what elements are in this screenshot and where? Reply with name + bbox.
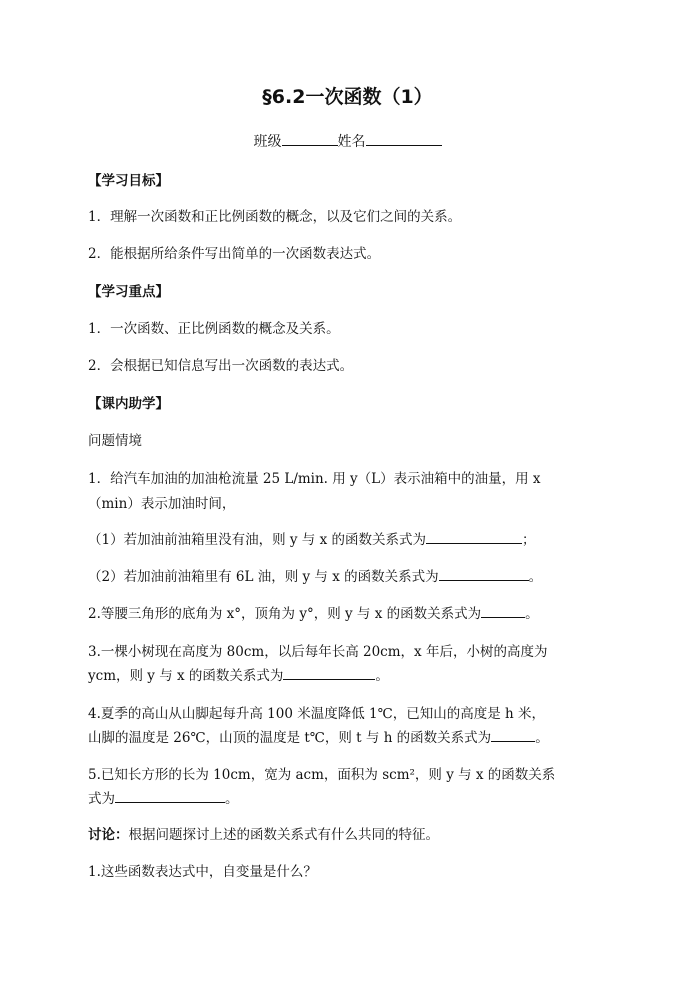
question-1b-text: （2）若加油前油箱里有 6L 油，则 y 与 x 的函数关系式为	[88, 569, 439, 585]
question-1b	[88, 566, 558, 588]
focus-item-1: 1．一次函数、正比例函数的概念及关系。	[88, 321, 340, 337]
question-5-text: 式为	[88, 791, 115, 807]
guide-heading: 【课内助学】	[88, 396, 169, 412]
answer-blank-1a[interactable]	[426, 529, 522, 544]
discussion-text: 根据问题探讨上述的函数关系式有什么共同的特征。	[128, 827, 439, 843]
focus-heading: 【学习重点】	[88, 284, 169, 300]
answer-blank-5[interactable]	[115, 788, 225, 803]
answer-blank-2[interactable]	[481, 603, 525, 618]
name-blank[interactable]	[366, 131, 442, 146]
problem-context-label: 问题情境	[88, 433, 142, 449]
question-2-end: 。	[525, 606, 539, 622]
question-3-text: ycm，则 y 与 x 的函数关系式为	[88, 668, 284, 684]
question-1b-end: 。	[528, 569, 543, 585]
class-name-line	[0, 131, 695, 153]
answer-blank-4[interactable]	[491, 727, 535, 742]
discussion-label: 讨论：	[88, 827, 129, 843]
question-1a-text: （1）若加油前油箱里没有油，则 y 与 x 的函数关系式为	[88, 532, 426, 548]
answer-blank-3[interactable]	[283, 665, 375, 680]
question-4-text: 山脚的温度是 26℃，山顶的温度是 t℃，则 t 与 h 的函数关系式为	[88, 730, 492, 746]
question-3-line-2	[88, 665, 558, 687]
question-1-line-1: 1．给汽车加油的加油枪流量 25 L/min. 用 y（L）表示油箱中的油量，用 x	[88, 471, 541, 487]
name-label: 姓名	[337, 134, 366, 150]
focus-item-2: 2．会根据已知信息写出一次函数的表达式。	[88, 358, 354, 374]
page-title: §6.2一次函数（1）	[262, 86, 433, 108]
question-4-line-2	[88, 727, 558, 749]
goal-item-1: 1．理解一次函数和正比例函数的概念，以及它们之间的关系。	[88, 209, 462, 225]
discussion-question-1: 1.这些函数表达式中，自变量是什么？	[88, 864, 317, 880]
question-4-line-1: 4.夏季的高山从山脚起每升高 100 米温度降低 1℃，已知山的高度是 h 米，	[88, 706, 545, 722]
question-1-line-2: （min）表示加油时间，	[88, 496, 236, 512]
answer-blank-1b[interactable]	[439, 566, 529, 581]
class-blank[interactable]	[282, 131, 338, 146]
question-5-end: 。	[225, 791, 239, 807]
class-label: 班级	[253, 134, 282, 150]
question-2	[88, 603, 558, 625]
question-3-end: 。	[375, 668, 389, 684]
question-1a-end: ；	[522, 532, 536, 548]
goals-heading: 【学习目标】	[88, 173, 169, 189]
question-1a	[88, 529, 558, 551]
goal-item-2: 2．能根据所给条件写出简单的一次函数表达式。	[88, 246, 381, 262]
question-5-line-1: 5.已知长方形的长为 10cm，宽为 acm，面积为 scm²，则 y 与 x 的函数关系	[88, 767, 556, 783]
question-5-line-2	[88, 788, 558, 810]
question-4-end: 。	[535, 730, 549, 746]
question-2-text: 2.等腰三角形的底角为 x°，顶角为 y°，则 y 与 x 的函数关系式为	[88, 606, 482, 622]
discussion-line	[88, 824, 558, 846]
question-3-line-1: 3.一棵小树现在高度为 80cm，以后每年长高 20cm，x 年后，小树的高度为	[88, 644, 548, 660]
